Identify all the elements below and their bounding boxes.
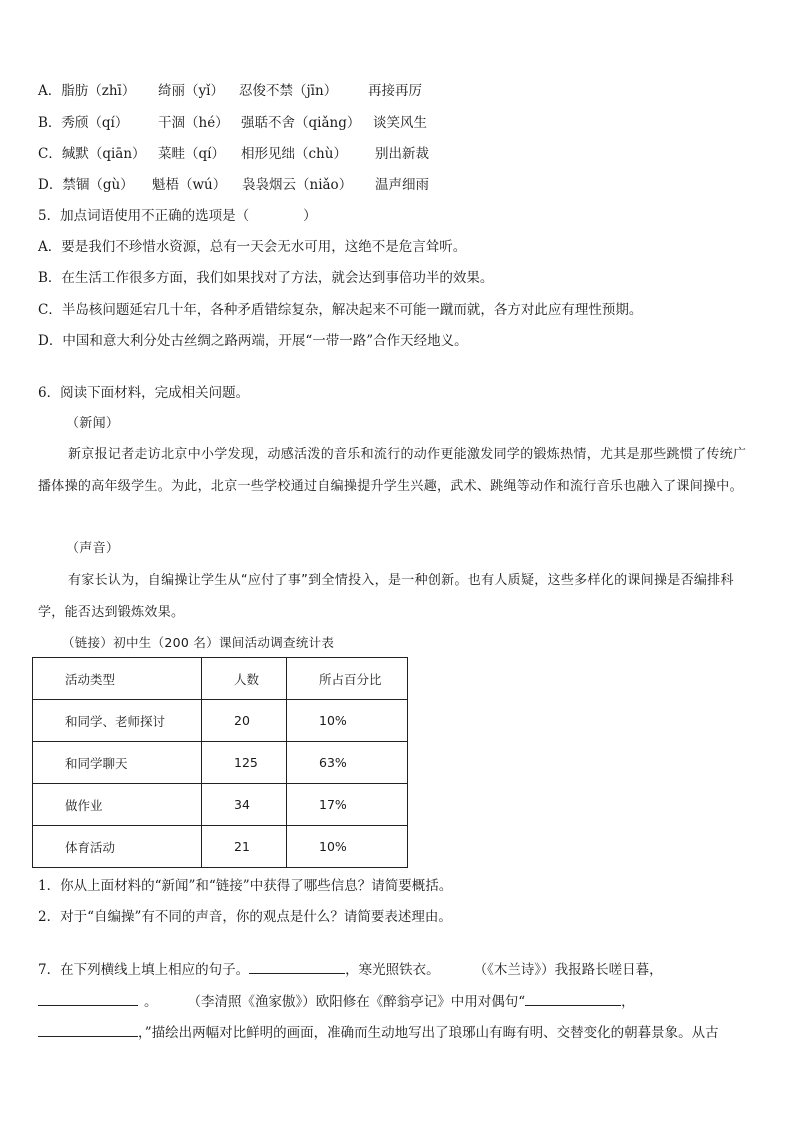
table-cell: 17% <box>287 784 408 826</box>
q7-line-3 <box>38 1022 764 1043</box>
q5-option-d: D．中国和意大利分处古丝绸之路两端，开展“一带一路”合作天经地义。 <box>38 333 468 349</box>
q4-c-1: C．缄默（qiān） <box>38 146 146 162</box>
q6-sub-question-2: 2．对于“自编操”有不同的声音，你的观点是什么？请简要表述理由。 <box>38 909 452 925</box>
table-row <box>33 784 408 826</box>
answer-blank[interactable] <box>38 1022 138 1037</box>
table-header-row <box>33 658 408 700</box>
q5-option-c: C．半岛核问题延宕几十年，各种矛盾错综复杂，解决起来不可能一蹴而就，各方对此应有理性预期。 <box>38 302 643 318</box>
q5-stem: 5．加点词语使用不正确的选项是（ ） <box>38 208 317 224</box>
q7-text: （李清照《渔家傲》）欧阳修在《醉翁亭记》中用对偶句“ <box>187 994 526 1010</box>
q7-text: ， <box>621 994 635 1010</box>
table-cell: 20 <box>202 700 287 742</box>
table-row <box>33 826 408 868</box>
table-header-cell: 所占百分比 <box>287 658 408 700</box>
table-cell: 63% <box>287 742 408 784</box>
table-cell: 21 <box>202 826 287 868</box>
q4-b-1: B．秀颀（qí） <box>38 115 129 131</box>
q4-a-2: 绮丽（yǐ） <box>158 83 224 99</box>
q5-option-a: A．要是我们不珍惜水资源，总有一天会无水可用，这绝不是危言耸听。 <box>38 239 467 255</box>
q4-b-3: 强聒不舍（qiǎng） <box>241 115 361 131</box>
q4-d-2: 魁梧（wú） <box>152 177 227 193</box>
q4-c-4: 别出新裁 <box>375 146 429 162</box>
q6-voice-label: （声音） <box>66 541 120 556</box>
table-cell: 10% <box>287 826 408 868</box>
table-row <box>33 742 408 784</box>
q7-line-1 <box>38 959 764 980</box>
table-cell: 做作业 <box>33 784 202 826</box>
q7-line-2 <box>38 991 764 1012</box>
table-header-cell: 活动类型 <box>33 658 202 700</box>
q4-d-1: D．禁锢（gù） <box>38 177 134 193</box>
q7-text: ，”描绘出两幅对比鲜明的画面，准确而生动地写出了琅琊山有晦有明、交替变化的朝暮景象。从古 <box>138 1025 719 1041</box>
table-cell: 125 <box>202 742 287 784</box>
q6-table-caption: （链接）初中生（200 名）课间活动调查统计表 <box>62 635 335 650</box>
q6-sub-question-1: 1．你从上面材料的“新闻”和“链接”中获得了哪些信息？请简要概括。 <box>38 878 453 894</box>
q6-voice-text: 有家长认为，自编操让学生从“应付了事”到全情投入，是一种创新。也有人质疑，这些多样化的课间操是否编排科学，能否达到锻炼效果。 <box>38 573 734 620</box>
answer-blank[interactable] <box>38 991 138 1006</box>
q7-text: （《木兰诗》）我报路长嗟日暮， <box>473 962 663 978</box>
q4-a-1: A．脂肪（zhī） <box>38 83 136 99</box>
q4-b-4: 谈笑风生 <box>373 115 427 131</box>
q4-c-2: 菜畦（qí） <box>158 146 225 162</box>
q4-c-3: 相形见绌（chù） <box>241 146 347 162</box>
q4-a-3: 忍俊不禁（jīn） <box>239 83 338 99</box>
q6-stem: 6．阅读下面材料，完成相关问题。 <box>38 385 250 401</box>
table-header-cell: 人数 <box>202 658 287 700</box>
answer-blank[interactable] <box>249 959 345 974</box>
q4-a-4: 再接再厉 <box>368 83 422 99</box>
answer-blank[interactable] <box>525 991 621 1006</box>
table-cell: 10% <box>287 700 408 742</box>
q4-d-4: 温声细雨 <box>375 177 429 193</box>
table-cell: 34 <box>202 784 287 826</box>
q7-stem: 7．在下列横线上填上相应的句子。 <box>38 962 250 978</box>
table-row <box>33 700 408 742</box>
q6-news-label: （新闻） <box>66 416 120 431</box>
q4-b-2: 干涸（hé） <box>158 115 229 131</box>
survey-table <box>32 657 408 868</box>
table-cell: 和同学、老师探讨 <box>33 700 202 742</box>
q6-news-text: 新京报记者走访北京中小学发现，动感活泼的音乐和流行的动作更能激发同学的锻炼热情，尤其是那些跳惯了传统广播体操的高年级学生。为此，北京一些学校通过自编操提升学生兴趣，武术、跳绳等动作和流行音乐也融入了课间操中。 <box>38 447 747 494</box>
table-cell: 和同学聊天 <box>33 742 202 784</box>
q5-option-b: B．在生活工作很多方面，我们如果找对了方法，就会达到事倍功半的效果。 <box>38 270 494 286</box>
q7-text: ，寒光照铁衣。 <box>345 962 440 978</box>
q4-d-3: 袅袅烟云（niǎo） <box>242 177 353 193</box>
q7-text: 。 <box>144 994 158 1010</box>
table-cell: 体育活动 <box>33 826 202 868</box>
